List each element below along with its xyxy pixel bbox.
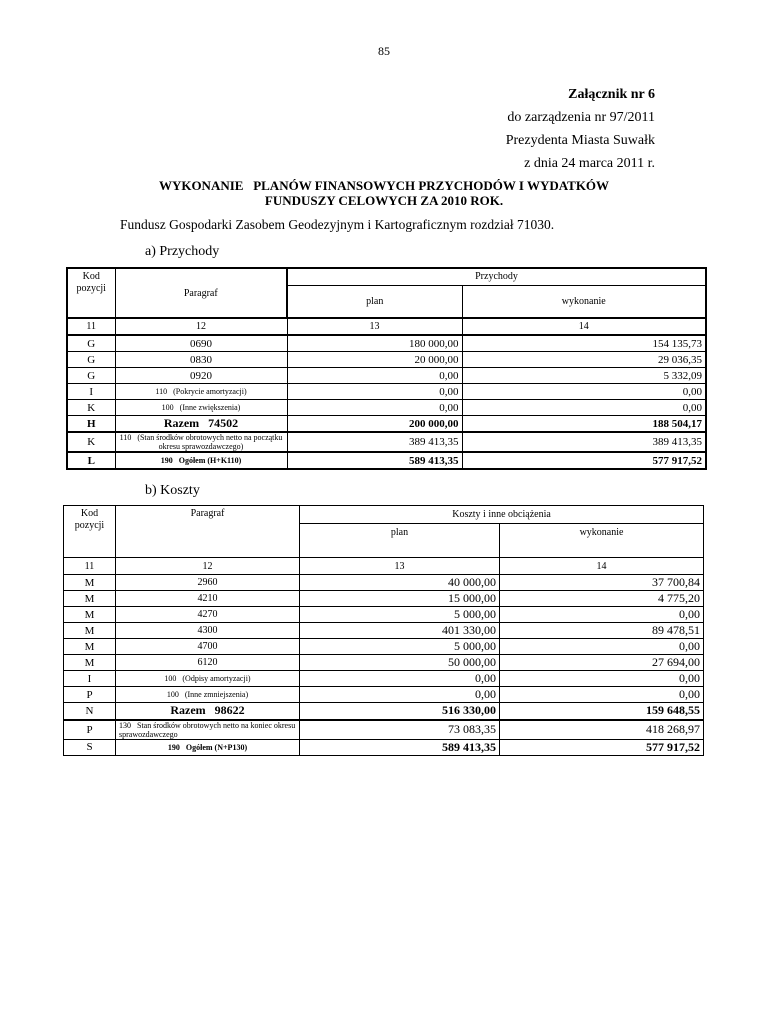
num-cell: 14 xyxy=(462,318,706,335)
annex-title: Załącznik nr 6 xyxy=(568,87,655,102)
numbering-row xyxy=(64,558,704,575)
cell-paragraf: Razem 98622 xyxy=(116,703,300,720)
table-row xyxy=(67,384,706,400)
cell-paragraf: 100 (Inne zwiększenia) xyxy=(115,400,287,416)
cell-wykonanie: 577 917,52 xyxy=(500,739,704,755)
cell-kod: G xyxy=(67,335,115,352)
header-kod: Kod pozycji xyxy=(67,268,115,318)
cell-paragraf: 100 (Inne zmniejszenia) xyxy=(116,687,300,703)
cell-paragraf: 0690 xyxy=(115,335,287,352)
cell-wykonanie: 5 332,09 xyxy=(462,368,706,384)
cell-plan: 0,00 xyxy=(287,368,462,384)
cell-wykonanie: 418 268,97 xyxy=(500,720,704,740)
annex-line-2: Prezydenta Miasta Suwałk xyxy=(505,133,655,148)
cell-wykonanie: 0,00 xyxy=(500,687,704,703)
cell-plan: 589 413,35 xyxy=(287,452,462,469)
table-row xyxy=(64,623,704,639)
cell-kod: I xyxy=(64,671,116,687)
cell-kod: P xyxy=(64,720,116,740)
header-wykonanie: wykonanie xyxy=(462,285,706,318)
header-wykonanie: wykonanie xyxy=(500,524,704,558)
cell-paragraf: 110 (Pokrycie amortyzacji) xyxy=(115,384,287,400)
header-plan: plan xyxy=(287,285,462,318)
num-cell: 13 xyxy=(300,558,500,575)
cell-plan: 0,00 xyxy=(287,384,462,400)
cell-wykonanie: 0,00 xyxy=(500,671,704,687)
cell-wykonanie: 159 648,55 xyxy=(500,703,704,720)
page-number: 85 xyxy=(378,44,390,58)
header-paragraf: Paragraf xyxy=(116,506,300,558)
cell-plan: 589 413,35 xyxy=(300,739,500,755)
cell-plan: 0,00 xyxy=(300,671,500,687)
fund-name: Fundusz Gospodarki Zasobem Geodezyjnym i Kartograficznym rozdział 71030. xyxy=(120,217,555,232)
table-row xyxy=(64,607,704,623)
section-a-heading: a) Przychody xyxy=(145,244,220,259)
cell-plan: 401 330,00 xyxy=(300,623,500,639)
revenue-table xyxy=(66,267,707,470)
table-row xyxy=(64,591,704,607)
table-row xyxy=(67,368,706,384)
table-row-subtotal xyxy=(67,416,706,433)
cell-plan: 516 330,00 xyxy=(300,703,500,720)
cell-plan: 0,00 xyxy=(287,400,462,416)
cell-wykonanie: 0,00 xyxy=(462,400,706,416)
annex-line-3: z dnia 24 marca 2011 r. xyxy=(524,156,655,171)
cell-wykonanie: 0,00 xyxy=(500,639,704,655)
header-group: Przychody xyxy=(287,268,706,285)
cell-wykonanie: 4 775,20 xyxy=(500,591,704,607)
num-cell: 12 xyxy=(115,318,287,335)
cell-kod: G xyxy=(67,368,115,384)
cell-paragraf: 190 Ogółem (N+P130) xyxy=(116,739,300,755)
cell-paragraf: 100 (Odpisy amortyzacji) xyxy=(116,671,300,687)
cell-plan: 180 000,00 xyxy=(287,335,462,352)
table-row xyxy=(67,432,706,452)
cell-wykonanie: 29 036,35 xyxy=(462,352,706,368)
cell-wykonanie: 154 135,73 xyxy=(462,335,706,352)
cell-paragraf: 110 (Stan środków obrotowych netto na początku okresu sprawozdawczego) xyxy=(115,432,287,452)
header-paragraf: Paragraf xyxy=(115,268,287,318)
table-row xyxy=(67,335,706,352)
header-plan: plan xyxy=(300,524,500,558)
table-row xyxy=(64,639,704,655)
cell-wykonanie: 89 478,51 xyxy=(500,623,704,639)
cell-wykonanie: 188 504,17 xyxy=(462,416,706,433)
cell-kod: I xyxy=(67,384,115,400)
header-kod: Kod pozycji xyxy=(64,506,116,558)
header-group: Koszty i inne obciążenia xyxy=(300,506,704,524)
cell-wykonanie: 0,00 xyxy=(500,607,704,623)
cell-plan: 50 000,00 xyxy=(300,655,500,671)
cell-kod: N xyxy=(64,703,116,720)
cell-kod: K xyxy=(67,432,115,452)
cell-kod: H xyxy=(67,416,115,433)
document-title-line-2: FUNDUSZY CELOWYCH ZA 2010 ROK. xyxy=(264,193,504,208)
table-row-total xyxy=(67,452,706,469)
table-row xyxy=(64,575,704,591)
cell-kod: M xyxy=(64,591,116,607)
cell-kod: M xyxy=(64,655,116,671)
table-row-subtotal xyxy=(64,703,704,720)
num-cell: 11 xyxy=(67,318,115,335)
cell-paragraf: 2960 xyxy=(116,575,300,591)
cell-plan: 389 413,35 xyxy=(287,432,462,452)
table-row xyxy=(64,671,704,687)
cell-paragraf: 130 Stan środków obrotowych netto na koniec okresu sprawozdawczego xyxy=(116,720,300,740)
num-cell: 11 xyxy=(64,558,116,575)
cell-wykonanie: 0,00 xyxy=(462,384,706,400)
cell-kod: M xyxy=(64,575,116,591)
cell-kod: M xyxy=(64,623,116,639)
table-row xyxy=(67,400,706,416)
num-cell: 14 xyxy=(500,558,704,575)
table-row xyxy=(64,655,704,671)
cell-wykonanie: 37 700,84 xyxy=(500,575,704,591)
cell-kod: M xyxy=(64,639,116,655)
cell-plan: 0,00 xyxy=(300,687,500,703)
annex-line-1: do zarządzenia nr 97/2011 xyxy=(507,110,655,125)
num-cell: 12 xyxy=(116,558,300,575)
cell-paragraf: Razem 74502 xyxy=(115,416,287,433)
cell-kod: S xyxy=(64,739,116,755)
cell-kod: P xyxy=(64,687,116,703)
table-row-total xyxy=(64,739,704,755)
table-row xyxy=(67,352,706,368)
table-row xyxy=(64,687,704,703)
cell-kod: L xyxy=(67,452,115,469)
cell-paragraf: 4700 xyxy=(116,639,300,655)
cell-plan: 200 000,00 xyxy=(287,416,462,433)
cell-wykonanie: 27 694,00 xyxy=(500,655,704,671)
cell-wykonanie: 577 917,52 xyxy=(462,452,706,469)
cell-paragraf: 0920 xyxy=(115,368,287,384)
cell-plan: 15 000,00 xyxy=(300,591,500,607)
cell-plan: 5 000,00 xyxy=(300,639,500,655)
table-row xyxy=(64,720,704,740)
cell-kod: K xyxy=(67,400,115,416)
cell-kod: M xyxy=(64,607,116,623)
document-title-line-1: WYKONANIE PLANÓW FINANSOWYCH PRZYCHODÓW I WYDATKÓW xyxy=(158,178,610,193)
costs-table xyxy=(63,505,704,756)
cell-plan: 5 000,00 xyxy=(300,607,500,623)
cell-paragraf: 4270 xyxy=(116,607,300,623)
cell-wykonanie: 389 413,35 xyxy=(462,432,706,452)
section-b-heading: b) Koszty xyxy=(145,483,200,498)
cell-plan: 40 000,00 xyxy=(300,575,500,591)
numbering-row xyxy=(67,318,706,335)
cell-paragraf: 190 Ogółem (H+K110) xyxy=(115,452,287,469)
cell-plan: 20 000,00 xyxy=(287,352,462,368)
cell-paragraf: 6120 xyxy=(116,655,300,671)
num-cell: 13 xyxy=(287,318,462,335)
cell-paragraf: 4210 xyxy=(116,591,300,607)
cell-paragraf: 4300 xyxy=(116,623,300,639)
cell-kod: G xyxy=(67,352,115,368)
cell-paragraf: 0830 xyxy=(115,352,287,368)
cell-plan: 73 083,35 xyxy=(300,720,500,740)
